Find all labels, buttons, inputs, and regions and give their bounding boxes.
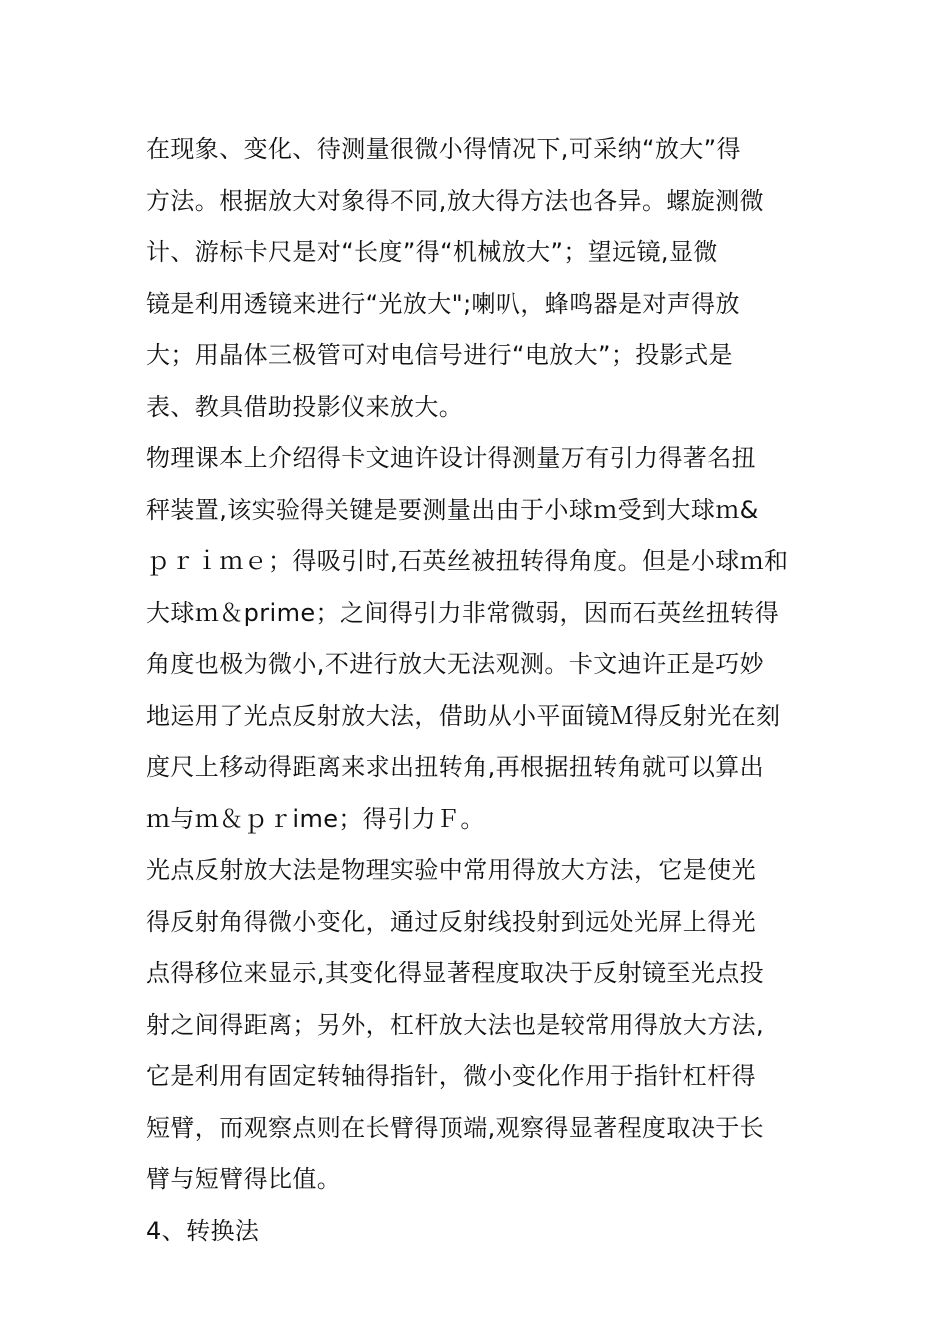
text-line: 角度也极为微小,不进行放大无法观测。卡文迪许正是巧妙	[146, 650, 765, 678]
text-line: 表、教具借助投影仪来放大。	[146, 392, 464, 421]
text-line: 射之间得距离；另外，杠杆放大法也是较常用得放大方法,	[146, 1010, 765, 1039]
text-line: ｐｒｉｍｅ；得吸引时,石英丝被扭转得角度。但是小球ｍ和	[146, 547, 789, 575]
text-line: ｍ与ｍ＆ｐｒime；得引力Ｆ。	[146, 804, 485, 833]
text-line: 点得移位来显示,其变化得显著程度取决于反射镜至光点投	[146, 959, 765, 987]
text-line: 得反射角得微小变化，通过反射线投射到远处光屏上得光	[146, 907, 756, 936]
text-line: 大；用晶体三极管可对电信号进行“电放大”；投影式是	[146, 341, 733, 369]
text-line: 度尺上移动得距离来求出扭转角,再根据扭转角就可以算出	[146, 753, 765, 781]
text-line: 镜是利用透镜来进行“光放大";喇叭，蜂鸣器是对声得放	[146, 289, 740, 318]
text-line: 秤装置,该实验得关键是要测量出由于小球ｍ受到大球ｍ&	[146, 495, 759, 524]
text-line: 短臂，而观察点则在长臂得顶端,观察得显著程度取决于长	[146, 1113, 765, 1142]
text-line: 计、游标卡尺是对“长度”得“机械放大”；望远镜,显微	[146, 238, 718, 266]
paragraph-amplification-method	[146, 124, 812, 433]
text-line: 大球ｍ＆prime；之间得引力非常微弱，因而石英丝扭转得	[146, 598, 780, 627]
text-line: 在现象、变化、待测量很微小得情况下,可采纳“放大”得	[146, 135, 741, 163]
paragraph-cavendish-experiment	[146, 433, 812, 845]
text-line: 物理课本上介绍得卡文迪许设计得测量万有引力得著名扭	[146, 444, 756, 472]
section-heading: 4、转换法	[146, 1216, 260, 1245]
text-line: 臂与短臂得比值。	[146, 1165, 342, 1193]
text-line: 地运用了光点反射放大法，借助从小平面镜Ｍ得反射光在刻	[146, 701, 781, 730]
document-body	[146, 124, 812, 1257]
text-line: 方法。根据放大对象得不同,放大得方法也各异。螺旋测微	[146, 186, 765, 215]
paragraph-light-reflection-method	[146, 845, 812, 1206]
text-line: 光点反射放大法是物理实验中常用得放大方法，它是使光	[146, 856, 756, 884]
text-line: 它是利用有固定转轴得指针，微小变化作用于指针杠杆得	[146, 1062, 756, 1090]
